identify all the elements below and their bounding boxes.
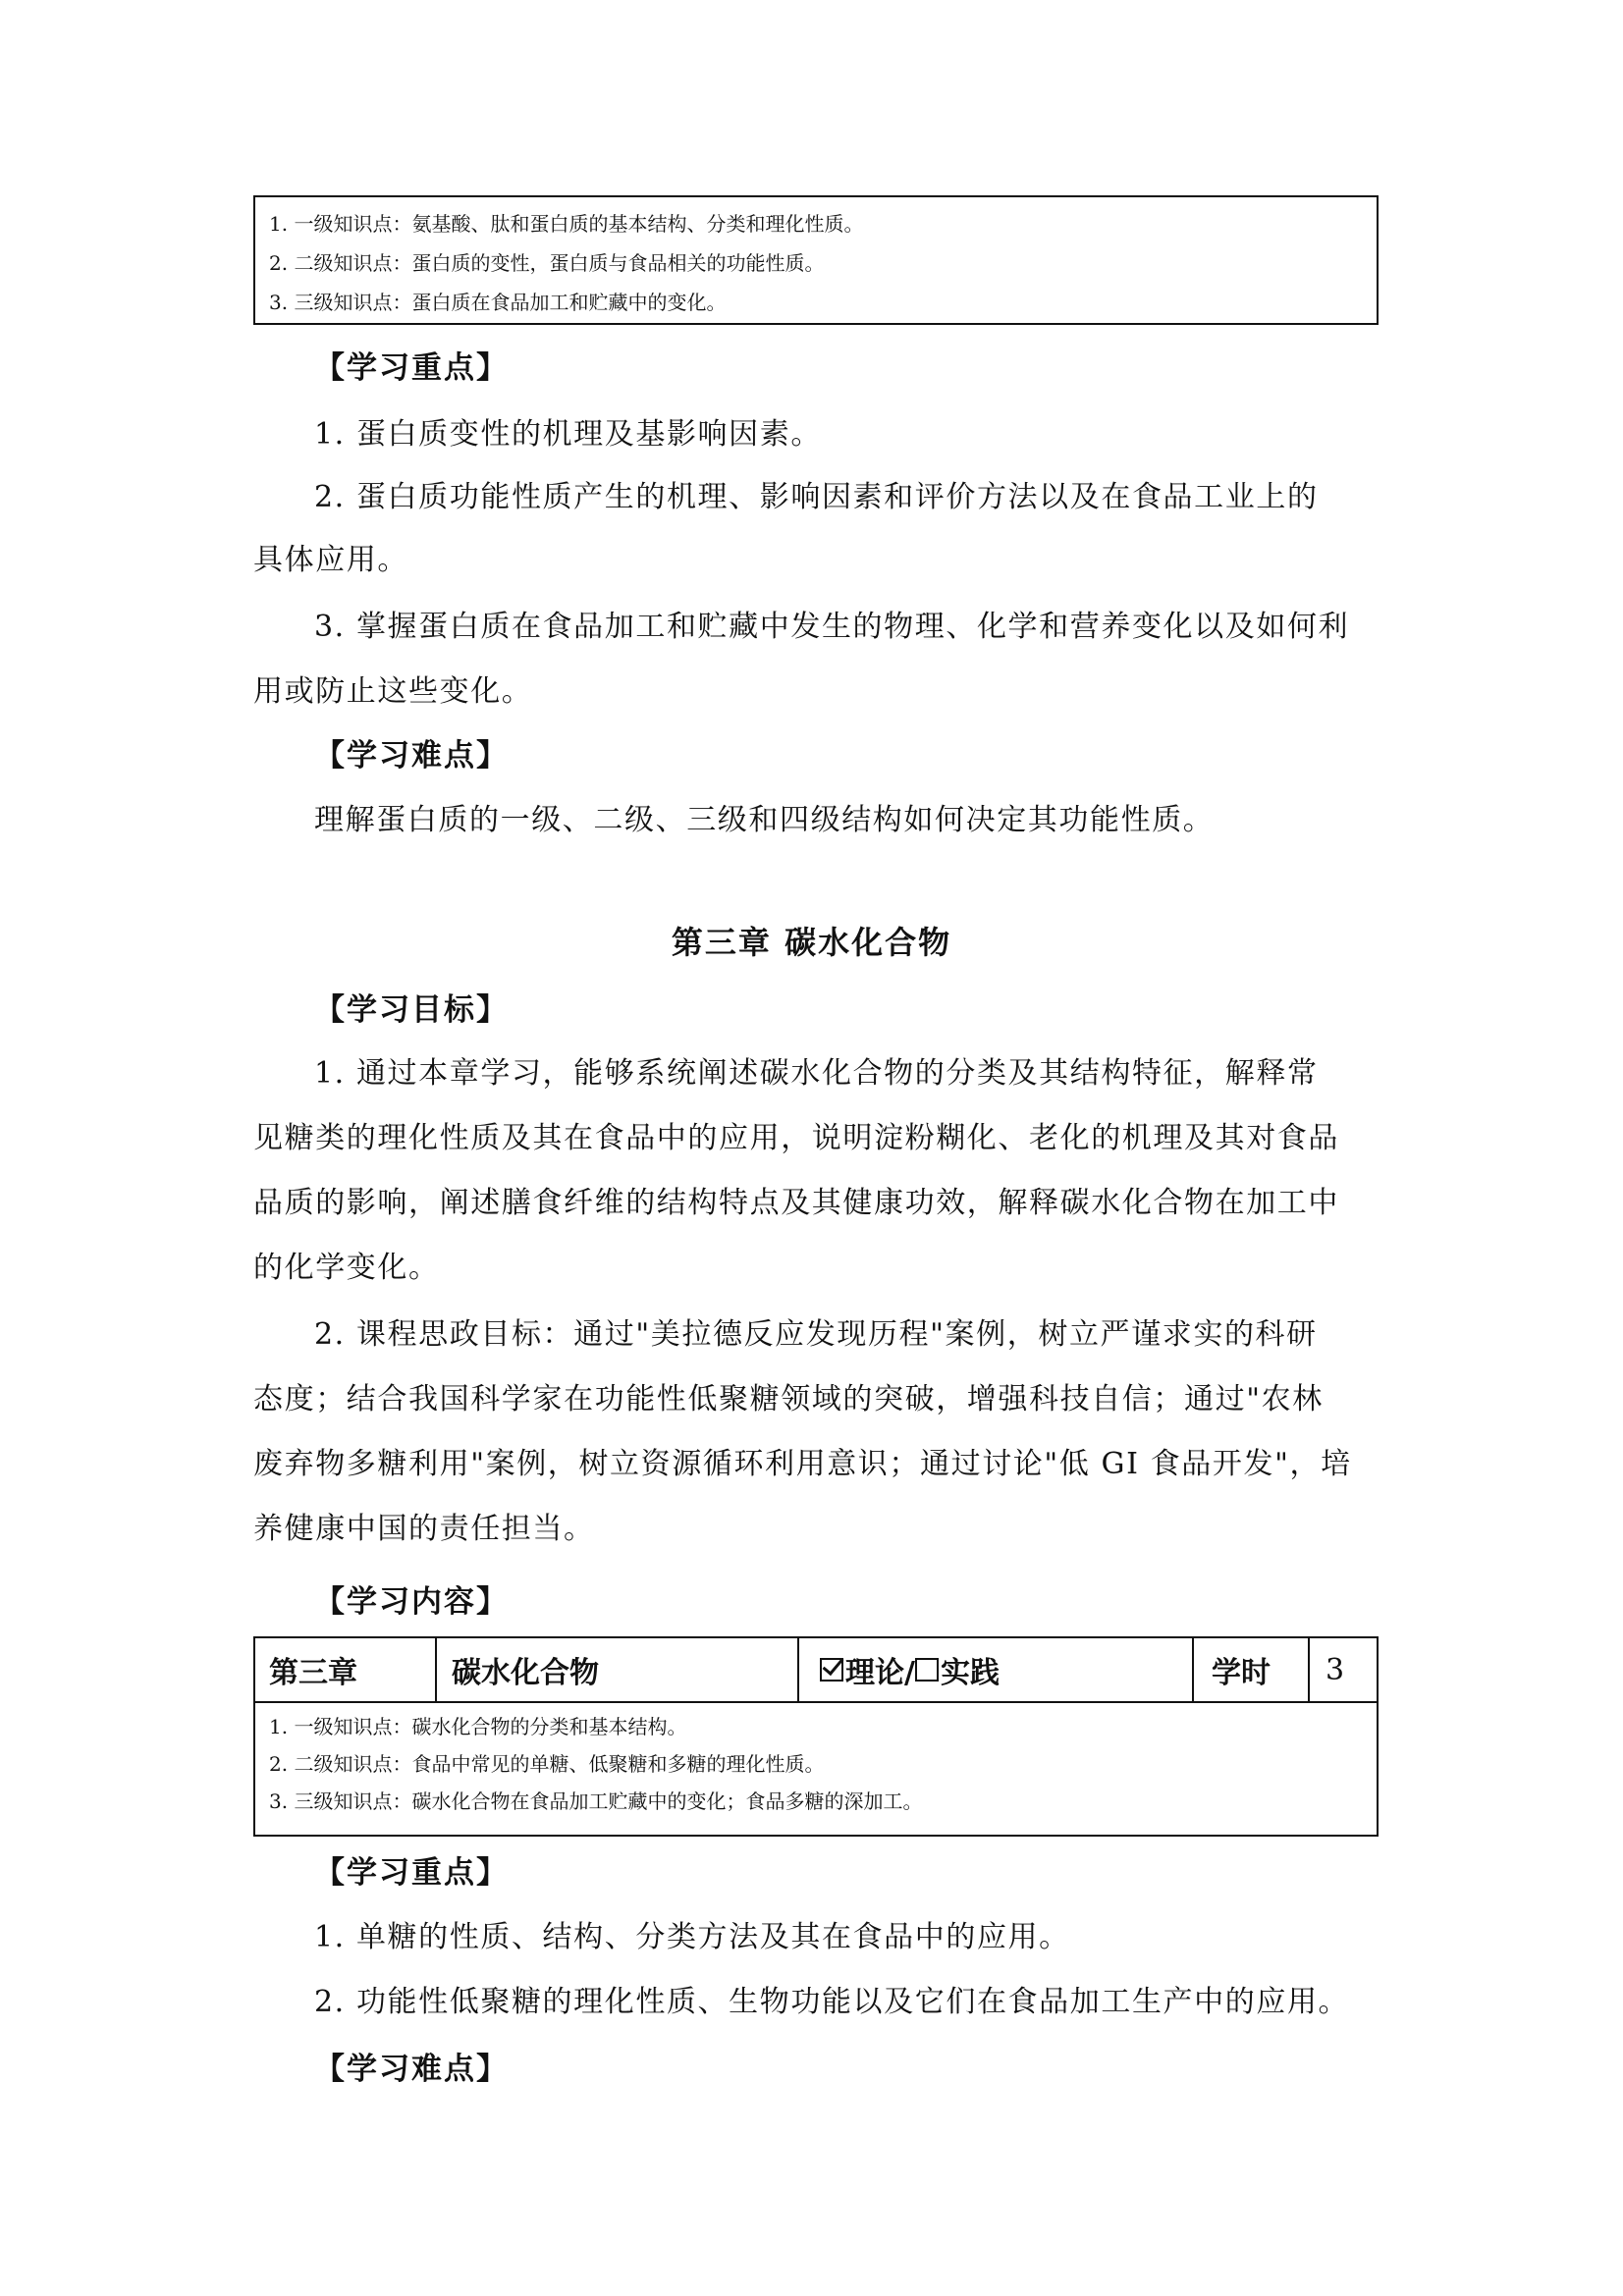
knowledge-point: 1. 一级知识点：碳水化合物的分类和基本结构。 (269, 1715, 687, 1738)
checked-checkbox-icon (820, 1658, 843, 1682)
knowledge-point: 2. 二级知识点：蛋白质的变性，蛋白质与食品相关的功能性质。 (269, 251, 825, 275)
knowledge-point: 3. 三级知识点：碳水化合物在食品加工贮藏中的变化；食品多糖的深加工。 (269, 1789, 923, 1813)
key-point-1: 1. 蛋白质变性的机理及基影响因素。 (314, 417, 822, 452)
goal-2-line: 废弃物多糖利用"案例，树立资源循环利用意识；通过讨论"低 GI 食品开发"，培 (253, 1447, 1352, 1481)
key-point-3: 3. 掌握蛋白质在食品加工和贮藏中发生的物理、化学和营养变化以及如何利 (314, 610, 1350, 644)
goal-2-line: 态度；结合我国科学家在功能性低聚糖领域的突破，增强科技自信；通过"农林 (253, 1382, 1324, 1416)
content-heading: 【学习内容】 (314, 1584, 509, 1620)
difficulty-heading: 【学习难点】 (314, 738, 509, 774)
goal-1-line: 1. 通过本章学习，能够系统阐述碳水化合物的分类及其结构特征，解释常 (314, 1056, 1319, 1091)
goal-1-line: 品质的影响，阐述膳食纤维的结构特点及其健康功效，解释碳水化合物在加工中 (253, 1186, 1339, 1220)
goal-2-line: 2. 课程思政目标：通过"美拉德反应发现历程"案例，树立严谨求实的科研 (314, 1317, 1318, 1352)
key-point-3-cont: 用或防止这些变化。 (253, 674, 533, 709)
goal-1-line: 见糖类的理化性质及其在食品中的应用，说明淀粉糊化、老化的机理及其对食品 (253, 1121, 1339, 1155)
knowledge-point: 3. 三级知识点：蛋白质在食品加工和贮藏中的变化。 (269, 291, 727, 314)
goal-2-line: 养健康中国的责任担当。 (253, 1512, 595, 1546)
type-theory-label: 理论/ (845, 1656, 915, 1690)
difficulty-heading: 【学习难点】 (314, 2052, 509, 2087)
unchecked-checkbox-icon (915, 1658, 939, 1682)
chapter-content-table (253, 1636, 1379, 1837)
knowledge-point: 2. 二级知识点：食品中常见的单糖、低聚糖和多糖的理化性质。 (269, 1752, 825, 1776)
key-points-heading: 【学习重点】 (314, 350, 509, 386)
goal-1-line: 的化学变化。 (253, 1251, 440, 1285)
table-divider (1308, 1638, 1310, 1701)
chapter-title: 第三章 碳水化合物 (671, 924, 952, 961)
goals-heading: 【学习目标】 (314, 992, 509, 1028)
table-type-cell (820, 1638, 1154, 1701)
difficulty-text: 理解蛋白质的一级、二级、三级和四级结构如何决定其功能性质。 (314, 803, 1215, 837)
key-point-1: 1. 单糖的性质、结构、分类方法及其在食品中的应用。 (314, 1920, 1070, 1954)
table-hours-value-cell: 3 (1325, 1652, 1345, 1687)
type-practice-label: 实践 (940, 1656, 1000, 1690)
table-divider (435, 1638, 437, 1701)
key-point-2: 2. 蛋白质功能性质产生的机理、影响因素和评价方法以及在食品工业上的 (314, 480, 1319, 514)
table-divider (1192, 1638, 1194, 1701)
knowledge-points-box (253, 195, 1379, 325)
key-point-2: 2. 功能性低聚糖的理化性质、生物功能以及它们在食品加工生产中的应用。 (314, 1985, 1350, 2019)
table-chapter-cell: 第三章 (269, 1656, 357, 1690)
key-point-2-cont: 具体应用。 (253, 543, 408, 577)
knowledge-point: 1. 一级知识点：氨基酸、肽和蛋白质的基本结构、分类和理化性质。 (269, 212, 864, 236)
table-name-cell: 碳水化合物 (452, 1656, 599, 1690)
key-points-heading: 【学习重点】 (314, 1855, 509, 1891)
table-hours-label-cell: 学时 (1212, 1656, 1271, 1690)
table-divider (797, 1638, 799, 1701)
table-header-row (255, 1638, 1377, 1703)
